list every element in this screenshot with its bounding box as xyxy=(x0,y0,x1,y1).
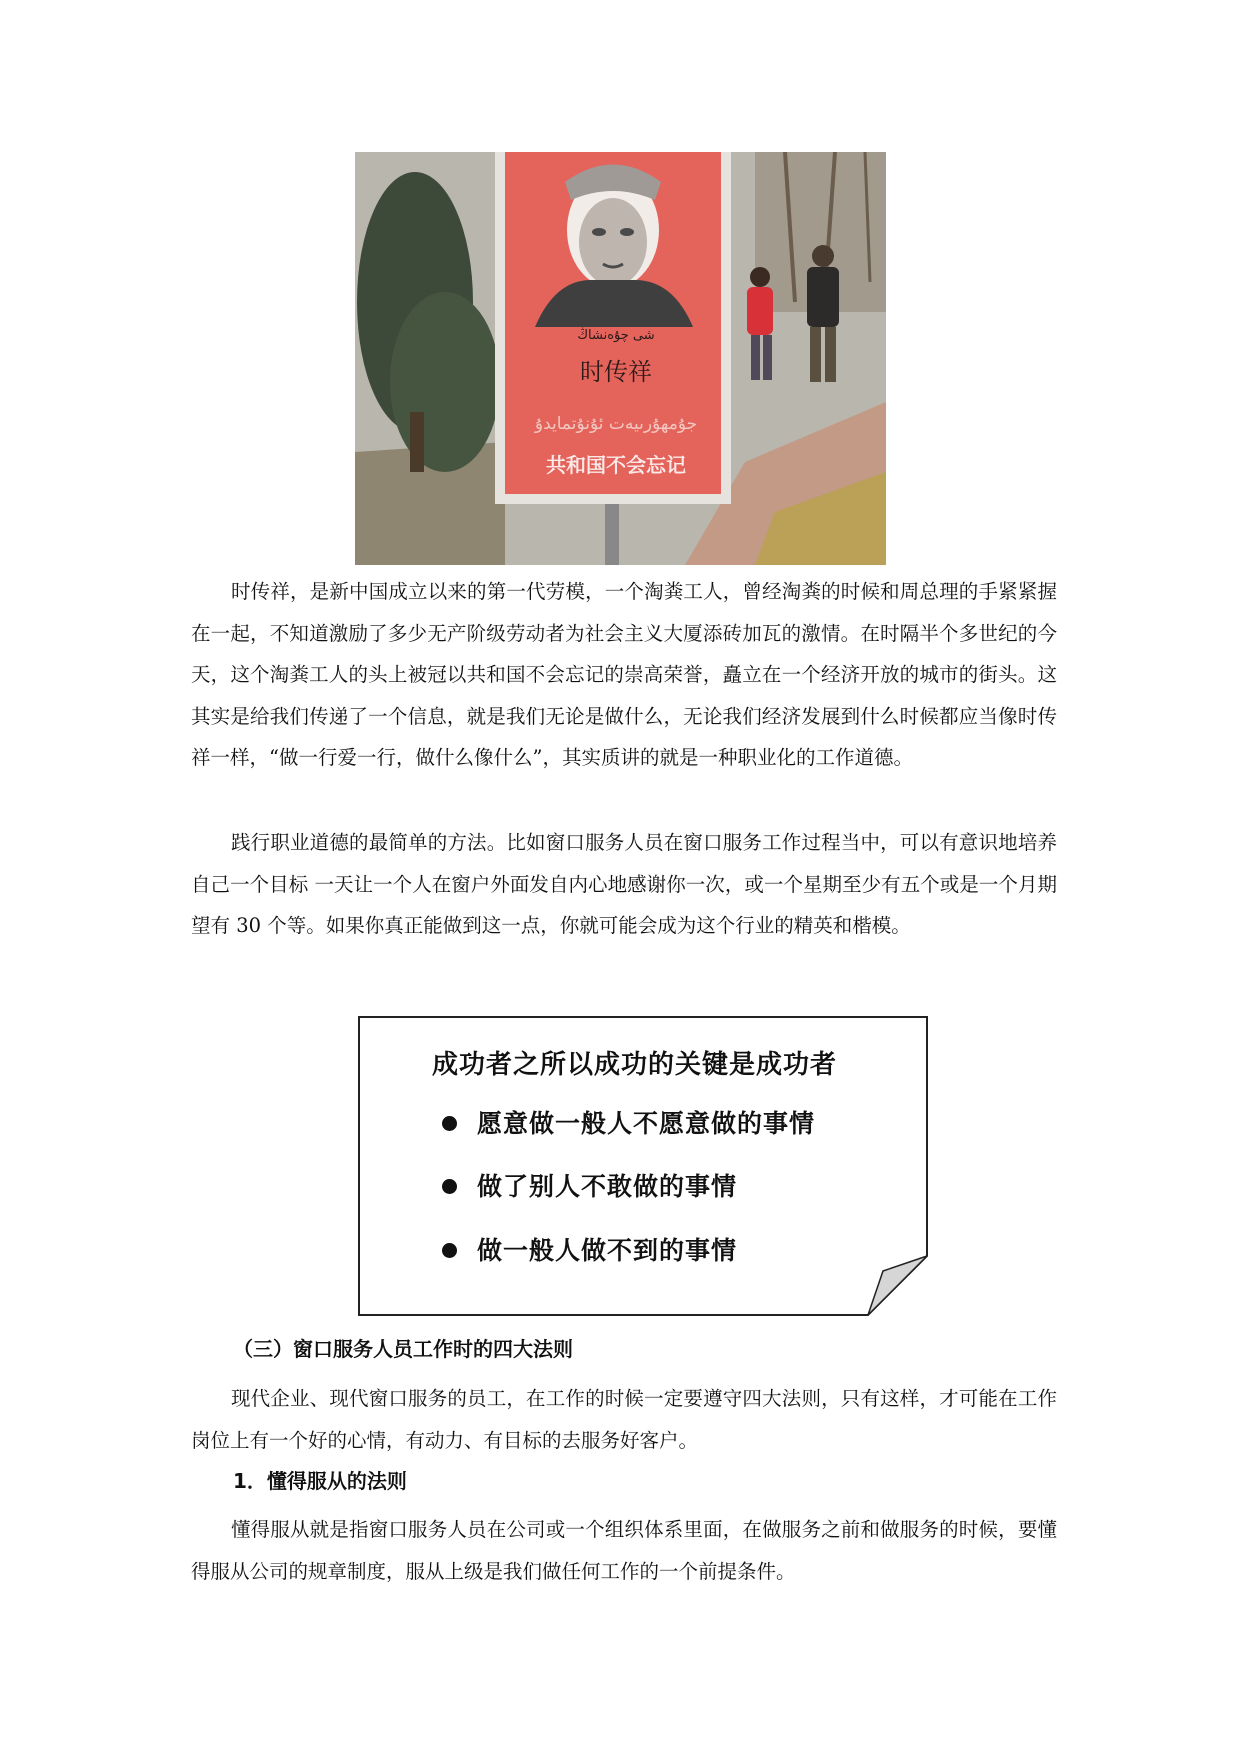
callout-item-text: 做了别人不敢做的事情 xyxy=(477,1172,738,1201)
callout-item-text: 愿意做一般人不愿意做的事情 xyxy=(477,1109,816,1138)
callout-item xyxy=(442,1167,737,1203)
subheading-paragraph: 懂得服从就是指窗口服务人员在公司或一个组织体系里面，在做服务之前和做服务的时候，要懂得服从公司的规章制度，服从上级是我们做任何工作的一个前提条件。 xyxy=(191,1518,1057,1583)
callout-box xyxy=(358,1016,928,1316)
callout-title: 成功者之所以成功的关键是成功者 xyxy=(432,1050,838,1080)
sign-name: 时传祥 xyxy=(580,358,652,386)
body-paragraph-2: 践行职业道德的最简单的方法。比如窗口服务人员在窗口服务工作过程当中，可以有意识地培养自己一个目标 一天让一个人在窗户外面发自内心地感谢你一次，或一个星期至少有五个或是一个月期望有 30 个等。如果你真正能做到这一点，你就可能会成为这个行业的精英和楷模。 xyxy=(191,831,1057,937)
bullet-icon xyxy=(442,1243,457,1258)
bullet-icon xyxy=(442,1116,457,1131)
sign-arabic-name: شى چۇەنشاڭ xyxy=(577,328,655,343)
section-heading: （三）窗口服务人员工作时的四大法则 xyxy=(233,1337,573,1361)
sign-arabic-slogan: جۇمھۇرىيەت ئۇنۇتمايدۇ xyxy=(534,414,698,434)
callout-item xyxy=(442,1104,815,1140)
section-paragraph: 现代企业、现代窗口服务的员工，在工作的时候一定要遵守四大法则，只有这样，才可能在工作岗位上有一个好的心情，有动力、有目标的去服务好客户。 xyxy=(191,1387,1057,1452)
body-paragraph-1: 时传祥，是新中国成立以来的第一代劳模，一个淘粪工人，曾经淘粪的时候和周总理的手紧紧握在一起，不知道激励了多少无产阶级劳动者为社会主义大厦添砖加瓦的激情。在时隔半个多世纪的今天，这个淘粪工人的头上被冠以共和国不会忘记的崇高荣誉，矗立在一个经济开放的城市的街头。这其实是给我们传递了一个信息，就是我们无论是做什么，无论我们经济发展到什么时候都应当像时传祥一样，“做一行爱一行，做什么像什么”，其实质讲的就是一种职业化的工作道德。 xyxy=(191,580,1057,769)
subheading: 1．懂得服从的法则 xyxy=(233,1469,407,1493)
sign-slogan: 共和国不会忘记 xyxy=(546,453,686,477)
sign-photo xyxy=(355,152,886,565)
bullet-icon xyxy=(442,1179,457,1194)
callout-item-text: 做一般人做不到的事情 xyxy=(477,1236,738,1265)
callout-item xyxy=(442,1231,737,1267)
